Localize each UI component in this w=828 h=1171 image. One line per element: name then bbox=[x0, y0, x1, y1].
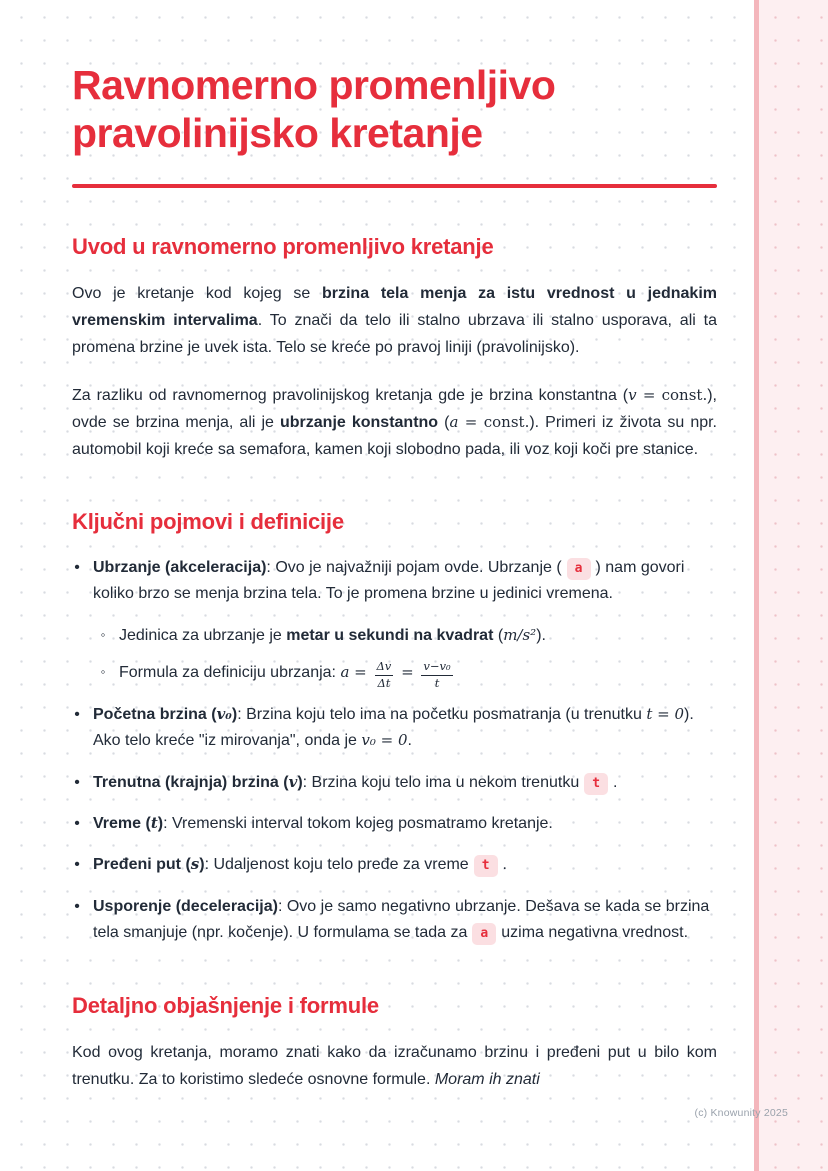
math-var-t: t bbox=[150, 814, 158, 833]
fraction-dv-dt bbox=[375, 660, 394, 689]
list-item-predjeni-put bbox=[72, 852, 717, 878]
bold-segment: metar u sekundi na kvadrat bbox=[286, 626, 494, 644]
list-item-text bbox=[93, 702, 717, 755]
text-segment: ( bbox=[438, 413, 450, 431]
bold-segment: ) bbox=[157, 815, 164, 833]
definitions-list bbox=[72, 555, 717, 947]
inline-code-badge-a: a bbox=[472, 923, 496, 945]
fraction-v-v0-t bbox=[421, 660, 452, 689]
title-line-1: Ravnomerno promenljivo bbox=[72, 62, 556, 108]
list-item-text bbox=[93, 770, 717, 796]
inline-code-badge-a: a bbox=[567, 558, 591, 580]
intro-paragraph-1 bbox=[72, 280, 717, 362]
sub-list-item-formula bbox=[98, 660, 717, 689]
math-var-a: a bbox=[449, 412, 459, 431]
math-equals: = bbox=[396, 663, 419, 682]
math-expression: t = 0 bbox=[646, 704, 684, 723]
bold-segment: Pređeni put ( bbox=[93, 856, 191, 874]
text-segment: : Brzina koju telo ima u nekom trenutku bbox=[302, 773, 580, 791]
copyright-note: (c) Knowunity 2025 bbox=[694, 1107, 788, 1119]
math-expression: v₀ = 0 bbox=[361, 731, 408, 750]
math-var-v: v bbox=[628, 385, 637, 404]
bold-segment: ) bbox=[199, 856, 205, 874]
intro-paragraph-2 bbox=[72, 382, 717, 464]
math-var-v0: v₀ bbox=[216, 704, 232, 723]
sub-list-item-text bbox=[119, 660, 456, 689]
list-item-text bbox=[93, 894, 717, 947]
inline-code-badge-t: t bbox=[584, 773, 608, 795]
math-var-a: a bbox=[340, 663, 350, 682]
title-line-2: pravolinijsko kretanje bbox=[72, 109, 483, 156]
text-segment: uzima negativna vrednost. bbox=[501, 924, 689, 942]
math-expression: = const. bbox=[458, 412, 530, 431]
list-item-text bbox=[93, 811, 717, 837]
document-content bbox=[72, 62, 717, 1093]
fraction-numerator: Δv bbox=[375, 660, 394, 675]
math-expression-ms2: m/s² bbox=[503, 625, 537, 644]
bold-segment: Trenutna (krajnja) brzina ( bbox=[93, 773, 289, 791]
list-item-vreme bbox=[72, 811, 717, 837]
sub-list-item-text bbox=[119, 623, 546, 649]
section-heading-uvod: Uvod u ravnomerno promenljivo kretanje bbox=[72, 233, 494, 259]
math-var-v: v bbox=[288, 772, 298, 791]
bullet-icon: • bbox=[74, 705, 80, 723]
bold-segment: Početna brzina ( bbox=[93, 705, 217, 723]
text-segment: : Ovo je samo negativno ubrzanje. Dešava se kada se brzina tela smanjuje (npr. kočenje). U formulama se tada za bbox=[93, 897, 710, 942]
sub-list-item-jedinica bbox=[98, 623, 717, 649]
formule-paragraph bbox=[72, 1039, 717, 1093]
bold-segment: Vreme ( bbox=[93, 815, 151, 833]
bold-segment: Ubrzanje (akceleracija) bbox=[93, 559, 267, 577]
bullet-icon: • bbox=[74, 559, 80, 577]
list-item-pocetna-brzina bbox=[72, 702, 717, 755]
text-segment: Ovo je kretanje kod kojeg se bbox=[72, 284, 322, 302]
text-segment: Za razliku od ravnomernog pravolinijskog kretanja gde je brzina konstantna ( bbox=[72, 386, 629, 404]
sub-bullet-icon: ◦ bbox=[100, 664, 106, 680]
fraction-denominator: Δt bbox=[377, 675, 391, 690]
list-item-text bbox=[93, 852, 717, 878]
italic-segment: Moram ih znati bbox=[434, 1070, 540, 1088]
bold-segment: brzina tela menja za istu vrednost u jednakim vremenskim intervalima bbox=[72, 284, 717, 330]
fraction-denominator: t bbox=[434, 675, 440, 690]
text-segment: ) nam govori koliko brzo se menja brzina tela. To je promena brzine u jedinici vremena. bbox=[93, 559, 685, 603]
inline-code-badge-t: t bbox=[474, 855, 498, 877]
text-segment: ). bbox=[536, 626, 546, 644]
text-segment: : Vremenski interval tokom kojeg posmatramo kretanje. bbox=[163, 815, 553, 833]
list-item-trenutna-brzina bbox=[72, 770, 717, 796]
bullet-icon: • bbox=[74, 815, 80, 833]
bold-segment: ) bbox=[231, 705, 238, 723]
bullet-icon: • bbox=[74, 897, 80, 915]
stripe-accent-line bbox=[754, 0, 759, 1171]
document-title bbox=[72, 62, 717, 158]
bold-segment: Usporenje (deceleracija) bbox=[93, 897, 278, 915]
text-segment: . bbox=[613, 773, 618, 791]
bullet-icon: • bbox=[74, 773, 80, 791]
text-segment: : Brzina koju telo ima na početku posmatranja (u trenutku bbox=[237, 705, 647, 723]
section-heading-formule: Detaljno objašnjenje i formule bbox=[72, 992, 379, 1018]
list-item-usporenje bbox=[72, 894, 717, 947]
fraction-numerator: v−v₀ bbox=[421, 660, 452, 675]
list-item-ubrzanje bbox=[72, 555, 717, 608]
title-divider bbox=[72, 184, 717, 188]
list-item-text bbox=[93, 555, 717, 608]
math-var-s: s bbox=[190, 855, 200, 874]
text-segment: ). Primeri iz života su npr. automobil koji kreće sa semafora, kamen koji slobodno pada, ili voz koji koči pre stanice. bbox=[72, 413, 718, 458]
math-expression: = const. bbox=[636, 385, 708, 404]
text-segment: Kod ovog kretanja, moramo znati kako da izračunamo brzinu i pređeni put u bilo kom trenutku. Za to koristimo sledeće osnovne formule. bbox=[72, 1043, 717, 1088]
text-segment: ). Ako telo kreće "iz mirovanja", onda je bbox=[93, 705, 694, 750]
bullet-icon: • bbox=[74, 856, 80, 874]
bold-segment: ubrzanje konstantno bbox=[280, 413, 439, 431]
text-segment: Jedinica za ubrzanje je bbox=[119, 626, 287, 644]
text-segment: . bbox=[407, 732, 412, 750]
text-segment: : Udaljenost koju telo pređe za vreme bbox=[204, 856, 469, 874]
text-segment: ), ovde se brzina menja, ali je bbox=[72, 386, 717, 431]
text-segment: : Ovo je najvažniji pojam ovde. Ubrzanje ( bbox=[266, 559, 562, 577]
text-segment: ( bbox=[493, 626, 504, 644]
math-equals: = bbox=[349, 663, 372, 682]
section-heading-pojmovi: Ključni pojmovi i definicije bbox=[72, 509, 344, 535]
text-segment: . bbox=[502, 856, 507, 874]
sub-bullet-icon: ◦ bbox=[100, 626, 106, 642]
text-segment: Formula za definiciju ubrzanja: bbox=[119, 664, 341, 682]
right-accent-stripe bbox=[754, 0, 828, 1171]
text-segment: . To znači da telo ili stalno ubrzava ili stalno usporava, ali ta promena brzine je uvek ista. Telo se kreće po pravoj liniji (pravolinijsko). bbox=[72, 312, 717, 357]
bold-segment: ) bbox=[297, 773, 303, 791]
